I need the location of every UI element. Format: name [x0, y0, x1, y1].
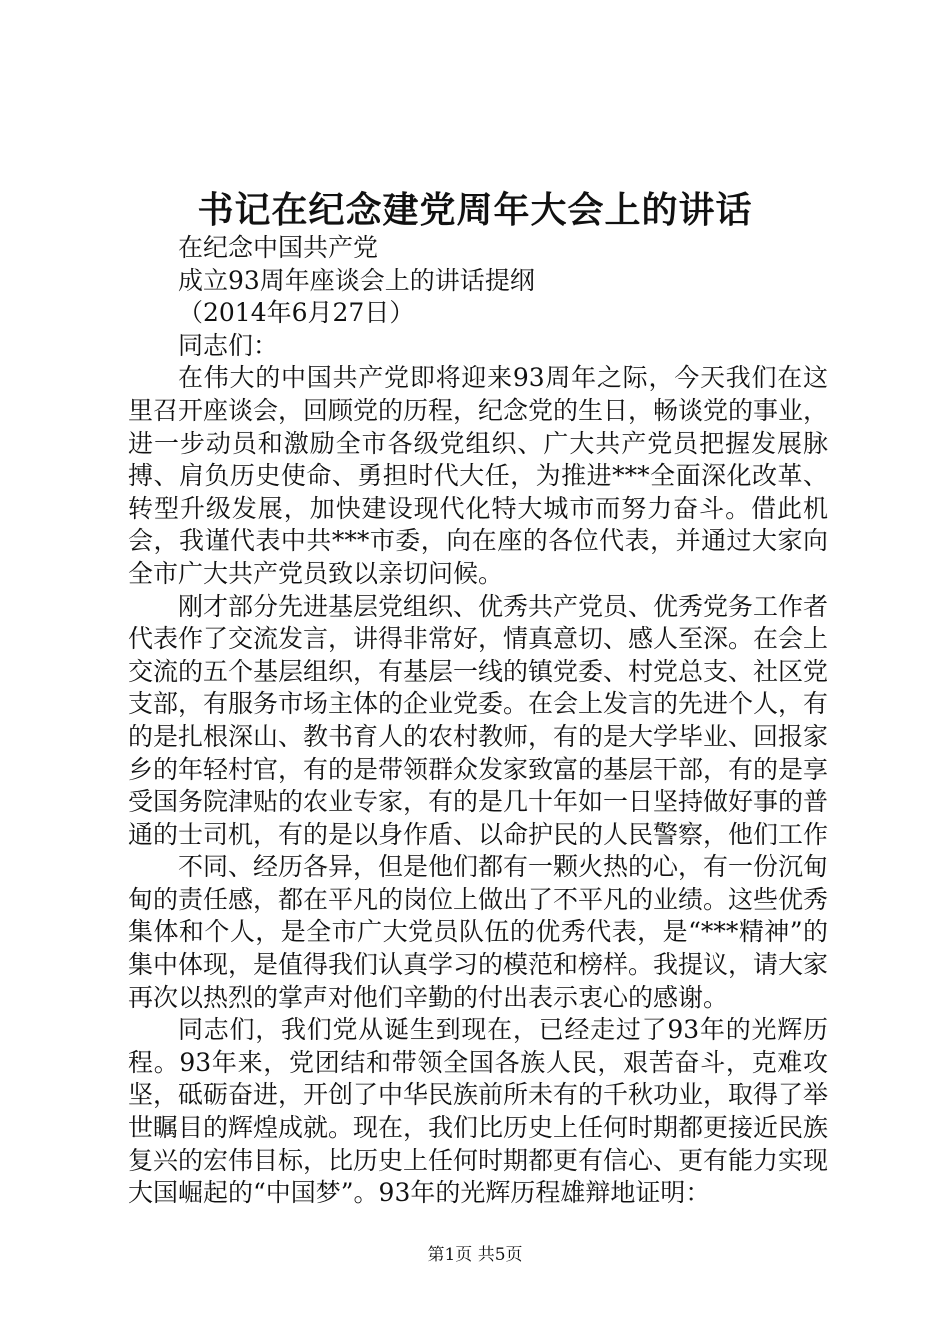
paragraph: 同志们，我们党从诞生到现在，已经走过了93年的光辉历程。93年来，党团结和带领全国各族人民，艰苦奋斗，克难攻坚，砥砺奋进，开创了中华民族前所未有的千秋功业，取得了举世瞩目的辉煌成就。现在，我们比历史上任何时期都更接近民族复兴的宏伟目标，比历史上任何时期都更有信心、更有能力实现大国崛起的“中国梦”。93年的光辉历程雄辩地证明：	[128, 1015, 829, 1208]
paragraph: 刚才部分先进基层党组织、优秀共产党员、优秀党务工作者代表作了交流发言，讲得非常好，情真意切、感人至深。在会上交流的五个基层组织，有基层一线的镇党委、村党总支、社区党支部，有服务市场主体的企业党委。在会上发言的先进个人，有的是扎根深山、教书育人的农村教师，有的是大学毕业、回报家乡的年轻村官，有的是带领群众发家致富的基层干部，有的是享受国务院津贴的农业专家，有的是几十年如一日坚持做好事的普通的士司机，有的是以身作盾、以命护民的人民警察，他们工作	[128, 591, 829, 849]
header-line-1: 在纪念中国共产党	[178, 233, 379, 262]
page-footer: 第1页 共5页	[427, 1245, 523, 1265]
document-title: 书记在纪念建党周年大会上的讲话	[197, 189, 753, 231]
paragraph: 不同、经历各异，但是他们都有一颗火热的心，有一份沉甸甸的责任感，都在平凡的岗位上做出了不平凡的业绩。这些优秀集体和个人，是全市广大党员队伍的优秀代表，是“***精神”的集中体现，是值得我们认真学习的模范和榜样。我提议，请大家再次以热烈的掌声对他们辛勤的付出表示衷心的感谢。	[128, 852, 829, 1012]
salutation: 同志们：	[178, 330, 279, 360]
document-body	[128, 232, 828, 1210]
header-date: （2014年6月27日）	[178, 298, 415, 328]
header-line-2: 成立93周年座谈会上的讲话提纲	[178, 265, 535, 295]
paragraph: 在伟大的中国共产党即将迎来93周年之际，今天我们在这里召开座谈会，回顾党的历程，纪念党的生日，畅谈党的事业，进一步动员和激励全市各级党组织、广大共产党员把握发展脉搏、肩负历史使命、勇担时代大任，为推进***全面深化改革、转型升级发展，加快建设现代化特大城市而努力奋斗。借此机会，我谨代表中共***市委，向在座的各位代表，并通过大家向全市广大共产党员致以亲切问候。	[128, 363, 829, 588]
